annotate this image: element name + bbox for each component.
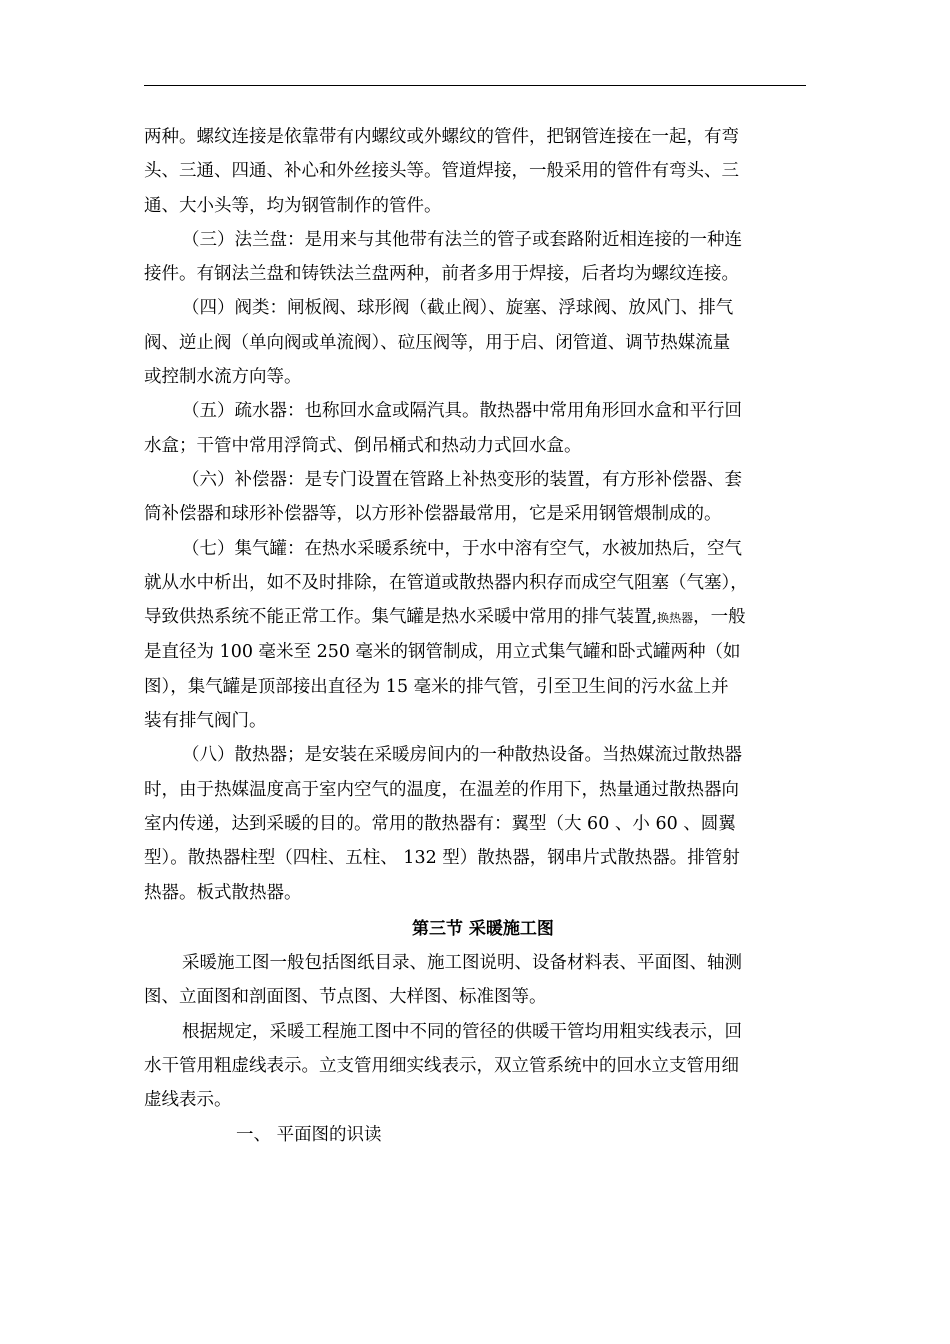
text-line: 通、大小头等，均为钢管制作的管件。 [144, 195, 442, 216]
inline-small-note: 换热器 [657, 611, 694, 626]
text-line: （八）散热器；是安装在采暖房间内的一种散热设备。当热媒流过散热器 [182, 745, 742, 766]
text-line: 是直径为 100 毫米至 250 毫米的钢管制成，用立式集气罐和卧式罐两种（如 [144, 642, 741, 663]
text-line: （六）补偿器：是专门设置在管路上补热变形的装置，有方形补偿器、套 [182, 469, 742, 490]
text-line: 根据规定，采暖工程施工图中不同的管径的供暖干管均用粗实线表示，回 [182, 1021, 742, 1042]
paragraph-drawing-contents [144, 946, 810, 1015]
text-line: 两种。螺纹连接是依靠带有内螺纹或外螺纹的管件，把钢管连接在一起，有弯 [144, 127, 739, 147]
text-line: 就从水中析出，如不及时排除，在管道或散热器内积存而成空气阻塞（气塞）， [144, 572, 748, 593]
text-line: 水干管用粗虚线表示。立支管用细实线表示，双立管系统中的回水立支管用细 [144, 1056, 739, 1077]
text-segment: ，一般 [693, 607, 746, 628]
subheading-plan-reading: 一、 平面图的识读 [236, 1124, 382, 1145]
paragraph-valves [144, 291, 810, 394]
text-line: 头、三通、四通、补心和外丝接头等。管道焊接，一般采用的管件有弯头、三 [144, 161, 739, 182]
text-line: 或控制水流方向等。 [144, 367, 302, 388]
text-line: （七）集气罐：在热水采暖系统中，于水中溶有空气，水被加热后，空气 [182, 538, 742, 559]
paragraph-flange [144, 223, 810, 292]
paragraph-air-collector [144, 532, 810, 739]
text-line: 接件。有钢法兰盘和铸铁法兰盘两种，前者多用于焊接，后者均为螺纹连接。 [144, 264, 739, 285]
paragraph-threaded-connection [144, 120, 810, 223]
paragraph-radiator [144, 738, 810, 909]
document-body [144, 120, 810, 1152]
paragraph-line-conventions [144, 1015, 810, 1118]
text-line: 时，由于热媒温度高于室内空气的温度，在温差的作用下，热量通过散热器向 [144, 779, 739, 800]
paragraph-steam-trap [144, 394, 810, 463]
text-line: 阀、逆止阀（单向阀或单流阀）、砬压阀等，用于启、闭管道、调节热媒流量 [144, 332, 731, 353]
text-line: 虚线表示。 [144, 1090, 232, 1111]
text-line: （五）疏水器：也称回水盒或隔汽具。散热器中常用角形回水盒和平行回 [182, 401, 742, 422]
text-line: 装有排气阀门。 [144, 711, 267, 732]
text-line: 室内传递，达到采暖的目的。常用的散热器有：翼型（大 60 、小 60 、圆翼 [144, 813, 736, 834]
text-line: （四）阀类：闸板阀、球形阀（截止阀）、旋塞、浮球阀、放风门、排气 [182, 298, 734, 319]
text-line: 筒补偿器和球形补偿器等，以方形补偿器最常用，它是采用钢管煨制成的。 [144, 504, 722, 525]
text-line: （三）法兰盘：是用来与其他带有法兰的管子或套路附近相连接的一种连 [182, 229, 742, 250]
text-line: 图），集气罐是顶部接出直径为 15 毫米的排气管，引至卫生间的污水盆上并 [144, 676, 729, 697]
text-line [144, 600, 810, 635]
text-segment: 导致供热系统不能正常工作。集气罐是热水采暖中常用的排气装置, [144, 607, 658, 628]
text-line: 采暖施工图一般包括图纸目录、施工图说明、设备材料表、平面图、轴测 [182, 953, 742, 974]
paragraph-compensator [144, 463, 810, 532]
text-line: 图、立面图和剖面图、节点图、大样图、标准图等。 [144, 987, 547, 1008]
text-line: 水盒；干管中常用浮筒式、倒吊桶式和热动力式回水盒。 [144, 435, 582, 456]
text-line: 热器。板式散热器。 [144, 882, 302, 903]
text-line: 型）。散热器柱型（四柱、五柱、 132 型）散热器，钢串片式散热器。排管射 [144, 848, 740, 869]
header-rule [144, 85, 806, 86]
section-title: 第三节 采暖施工图 [412, 918, 554, 939]
